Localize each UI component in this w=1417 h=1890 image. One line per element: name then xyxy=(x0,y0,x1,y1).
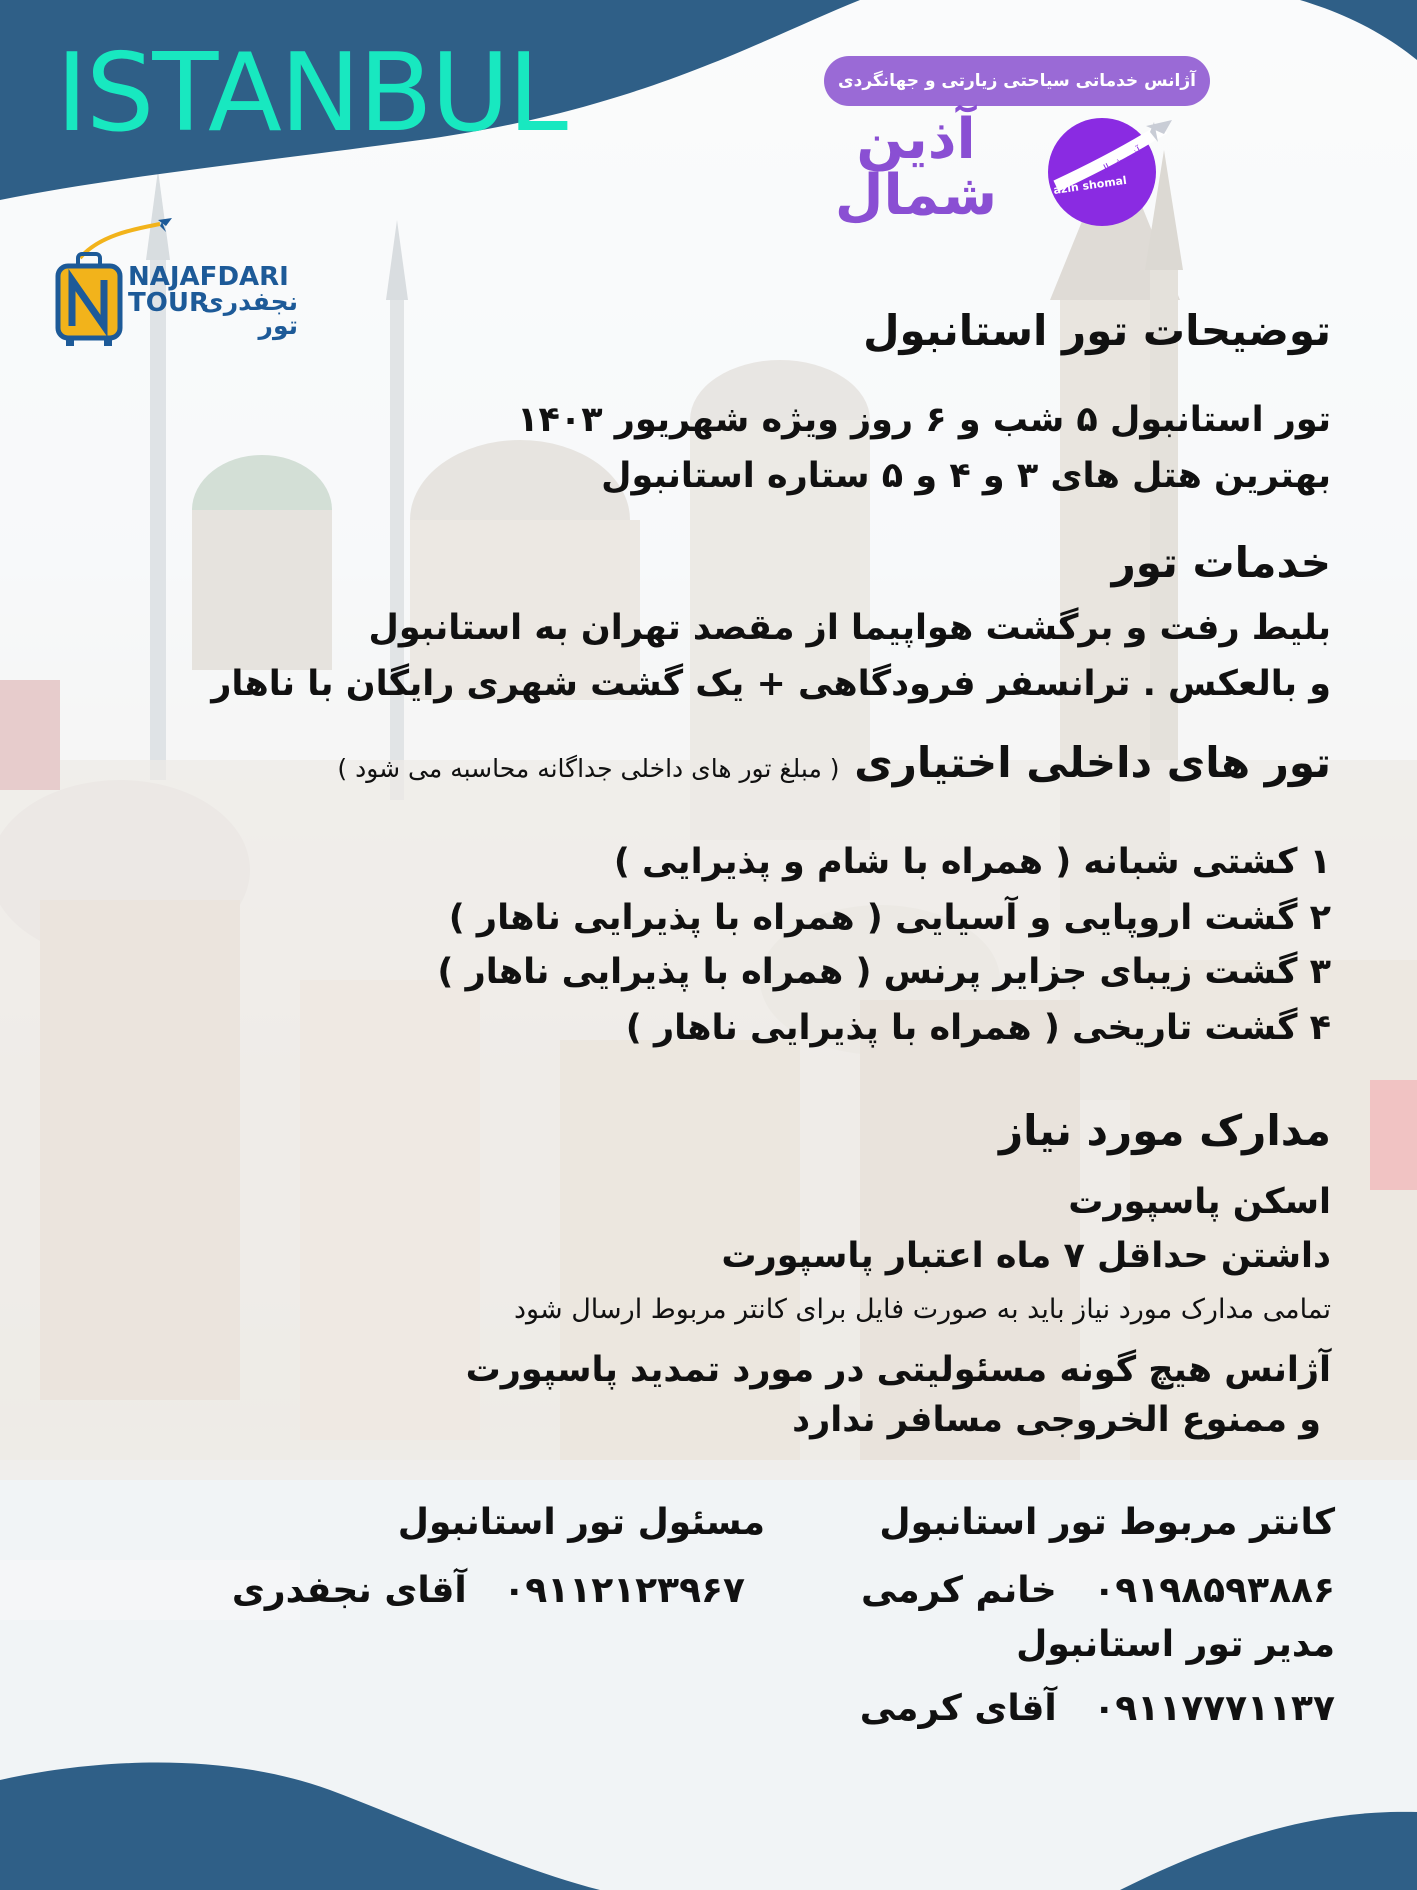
partner-name-fa-line2: تور xyxy=(258,311,298,340)
counter-person: خانم کرمی xyxy=(860,1570,1057,1611)
bottom-wave-banner xyxy=(0,1720,1417,1890)
optional-tour-item: ۴ گشت تاریخی ( همراه با پذیرایی ناهار ) xyxy=(625,1008,1331,1048)
manager-label: مدیر تور استانبول xyxy=(1016,1624,1335,1665)
partner-logo-fa xyxy=(200,287,298,340)
optional-tour-item: ۳ گشت زیبای جزایر پرنس ( همراه با پذیرایی ناهار ) xyxy=(437,952,1331,992)
disclaimer-line: و ممنوع الخروجی مسافر ندارد xyxy=(792,1400,1321,1440)
responsible-phone[interactable]: ۰۹۱۱۲۱۲۳۹۶۷ xyxy=(503,1570,745,1611)
counter-label: کانتر مربوط تور استانبول xyxy=(879,1502,1335,1543)
documents-line: اسکن پاسپورت xyxy=(1068,1182,1331,1222)
description-line: تور استانبول ۵ شب و ۶ روز ویژه شهریور ۱۴۰۳ xyxy=(517,400,1331,440)
manager-person: آقای کرمی xyxy=(859,1688,1057,1729)
agency-logo-wordmark xyxy=(826,107,1006,228)
partner-name-fa-line1: نجفدری xyxy=(200,287,298,316)
disclaimer-line: آژانس هیچ گونه مسئولیتی در مورد تمدید پاسپورت xyxy=(465,1350,1331,1390)
services-line: بلیط رفت و برگشت هواپیما از مقصد تهران به استانبول xyxy=(368,608,1331,648)
services-line: و بالعکس . ترانسفر فرودگاهی + یک گشت شهری رایگان با ناهار xyxy=(211,664,1331,704)
responsible-label: مسئول تور استانبول xyxy=(397,1502,765,1543)
partner-name-en-line1: NAJAFDARI xyxy=(128,262,289,292)
documents-line: داشتن حداقل ۷ ماه اعتبار پاسپورت xyxy=(721,1236,1331,1276)
optional-tours-heading xyxy=(337,738,1331,787)
agency-name-line2: شمال xyxy=(834,163,998,228)
documents-heading: مدارک مورد نیاز xyxy=(998,1106,1331,1155)
manager-contact xyxy=(860,1688,1335,1729)
agency-tagline-badge: آژانس خدماتی سیاحتی زیارتی و جهانگردی xyxy=(824,56,1210,106)
optional-tour-item: ۱ کشتی شبانه ( همراه با شام و پذیرایی ) xyxy=(613,842,1331,882)
counter-contact xyxy=(861,1570,1335,1611)
agency-seal-text-fa: آذین شمال xyxy=(1098,145,1144,177)
responsible-contact xyxy=(232,1570,745,1611)
optional-tour-item: ۲ گشت اروپایی و آسیایی ( همراه با پذیرایی ناهار ) xyxy=(448,898,1331,938)
partner-name-en-line2: TOUR xyxy=(128,288,209,318)
description-line: بهترین هتل های ۳ و ۴ و ۵ ستاره استانبول xyxy=(601,456,1331,496)
page-title: ISTANBUL xyxy=(56,31,566,156)
agency-name-line1: آذین xyxy=(856,107,976,172)
documents-note: تمامی مدارک مورد نیاز باید به صورت فایل برای کانتر مربوط ارسال شود xyxy=(514,1294,1331,1325)
agency-seal-icon xyxy=(1046,114,1176,234)
responsible-person: آقای نجفدری xyxy=(231,1570,467,1611)
manager-phone[interactable]: ۰۹۱۱۷۷۷۱۱۳۷ xyxy=(1093,1688,1335,1729)
description-heading: توضیحات تور استانبول xyxy=(863,306,1331,355)
services-heading: خدمات تور xyxy=(1111,538,1331,587)
optional-tours-title: تور های داخلی اختیاری xyxy=(854,738,1331,787)
optional-tours-note: ( مبلغ تور های داخلی جداگانه محاسبه می شود ) xyxy=(337,754,840,783)
agency-seal-text: azin shomal xyxy=(1052,173,1128,197)
counter-phone[interactable]: ۰۹۱۹۸۵۹۳۸۸۶ xyxy=(1093,1570,1335,1611)
